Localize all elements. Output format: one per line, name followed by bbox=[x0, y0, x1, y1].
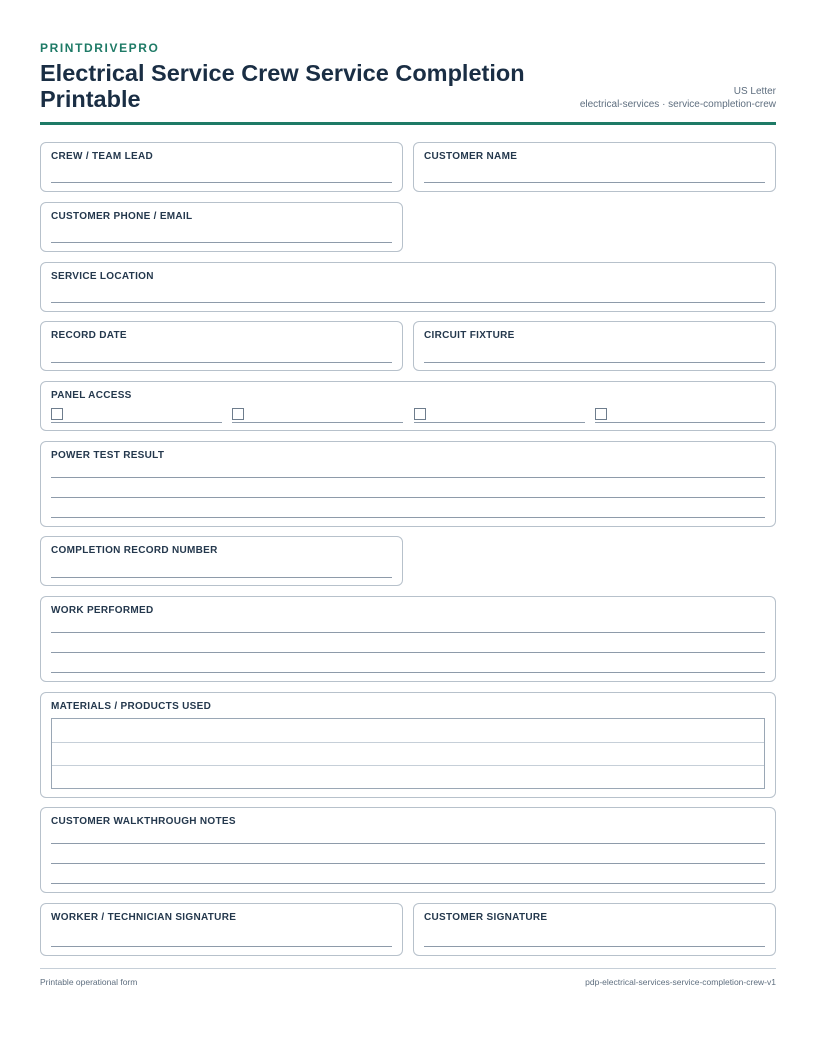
checkbox[interactable] bbox=[232, 408, 244, 420]
form-header bbox=[40, 40, 776, 126]
customer-name-field bbox=[413, 142, 776, 192]
circuit-fixture-write-line[interactable] bbox=[424, 362, 765, 363]
circuit-fixture-label: CIRCUIT FIXTURE bbox=[424, 330, 515, 341]
checkbox[interactable] bbox=[595, 408, 607, 420]
crew-team-lead-label: CREW / TEAM LEAD bbox=[51, 151, 154, 162]
footer-description: Printable operational form bbox=[40, 977, 138, 987]
table-row-divider bbox=[52, 765, 764, 766]
checkbox[interactable] bbox=[414, 408, 426, 420]
checkbox[interactable] bbox=[51, 408, 63, 420]
walkthrough-notes-write-line[interactable] bbox=[51, 883, 765, 884]
worker-technician-signature-label: WORKER / TECHNICIAN SIGNATURE bbox=[51, 912, 237, 923]
record-date-write-line[interactable] bbox=[51, 362, 392, 363]
panel-access-option-3[interactable] bbox=[414, 408, 585, 423]
form-title: Electrical Service Crew Service Completion Printable bbox=[40, 60, 525, 112]
record-date-field bbox=[40, 321, 403, 371]
service-location-field bbox=[40, 262, 776, 312]
power-test-result-write-line[interactable] bbox=[51, 517, 765, 518]
walkthrough-notes-write-line[interactable] bbox=[51, 843, 765, 844]
panel-access-option-2[interactable] bbox=[232, 408, 403, 423]
customer-walkthrough-notes-field bbox=[40, 807, 776, 893]
customer-signature-field bbox=[413, 903, 776, 956]
brand-name: PRINTDRIVEPRO bbox=[40, 41, 160, 55]
form-tags: electrical-services · service-completion-crew bbox=[579, 99, 776, 110]
customer-name-write-line[interactable] bbox=[424, 182, 765, 183]
customer-phone-email-write-line[interactable] bbox=[51, 242, 392, 243]
work-performed-field bbox=[40, 596, 776, 682]
panel-access-field bbox=[40, 381, 776, 431]
panel-access-option-1[interactable] bbox=[51, 408, 222, 423]
option-write-line bbox=[414, 422, 585, 423]
paper-size: US Letter bbox=[733, 86, 776, 97]
option-write-line bbox=[51, 422, 222, 423]
customer-signature-label: CUSTOMER SIGNATURE bbox=[424, 912, 548, 923]
customer-walkthrough-notes-label: CUSTOMER WALKTHROUGH NOTES bbox=[51, 816, 236, 827]
customer-phone-email-label: CUSTOMER PHONE / EMAIL bbox=[51, 211, 193, 222]
materials-products-used-field bbox=[40, 692, 776, 798]
record-date-label: RECORD DATE bbox=[51, 330, 127, 341]
worker-signature-line[interactable] bbox=[51, 946, 392, 947]
service-location-label: SERVICE LOCATION bbox=[51, 271, 154, 282]
option-write-line bbox=[232, 422, 403, 423]
power-test-result-label: POWER TEST RESULT bbox=[51, 450, 165, 461]
customer-name-label: CUSTOMER NAME bbox=[424, 151, 518, 162]
completion-record-number-label: COMPLETION RECORD NUMBER bbox=[51, 545, 218, 556]
worker-technician-signature-field bbox=[40, 903, 403, 956]
power-test-result-write-line[interactable] bbox=[51, 477, 765, 478]
footer-rule bbox=[40, 968, 776, 969]
customer-signature-line[interactable] bbox=[424, 946, 765, 947]
option-write-line bbox=[595, 422, 765, 423]
power-test-result-field bbox=[40, 441, 776, 527]
service-location-write-line[interactable] bbox=[51, 302, 765, 303]
panel-access-label: PANEL ACCESS bbox=[51, 390, 132, 401]
work-performed-write-line[interactable] bbox=[51, 652, 765, 653]
materials-table[interactable] bbox=[51, 718, 765, 789]
panel-access-option-4[interactable] bbox=[595, 408, 765, 423]
completion-record-number-field bbox=[40, 536, 403, 586]
crew-team-lead-field bbox=[40, 142, 403, 192]
completion-record-number-write-line[interactable] bbox=[51, 577, 392, 578]
work-performed-label: WORK PERFORMED bbox=[51, 605, 154, 616]
work-performed-write-line[interactable] bbox=[51, 672, 765, 673]
circuit-fixture-field bbox=[413, 321, 776, 371]
form-meta bbox=[580, 85, 776, 111]
footer-form-id: pdp-electrical-services-service-completion-crew-v1 bbox=[585, 977, 776, 987]
work-performed-write-line[interactable] bbox=[51, 632, 765, 633]
materials-products-used-label: MATERIALS / PRODUCTS USED bbox=[51, 701, 212, 712]
crew-team-lead-write-line[interactable] bbox=[51, 182, 392, 183]
power-test-result-write-line[interactable] bbox=[51, 497, 765, 498]
table-row-divider bbox=[52, 742, 764, 743]
walkthrough-notes-write-line[interactable] bbox=[51, 863, 765, 864]
customer-phone-email-field bbox=[40, 202, 403, 252]
header-rule bbox=[40, 122, 776, 125]
